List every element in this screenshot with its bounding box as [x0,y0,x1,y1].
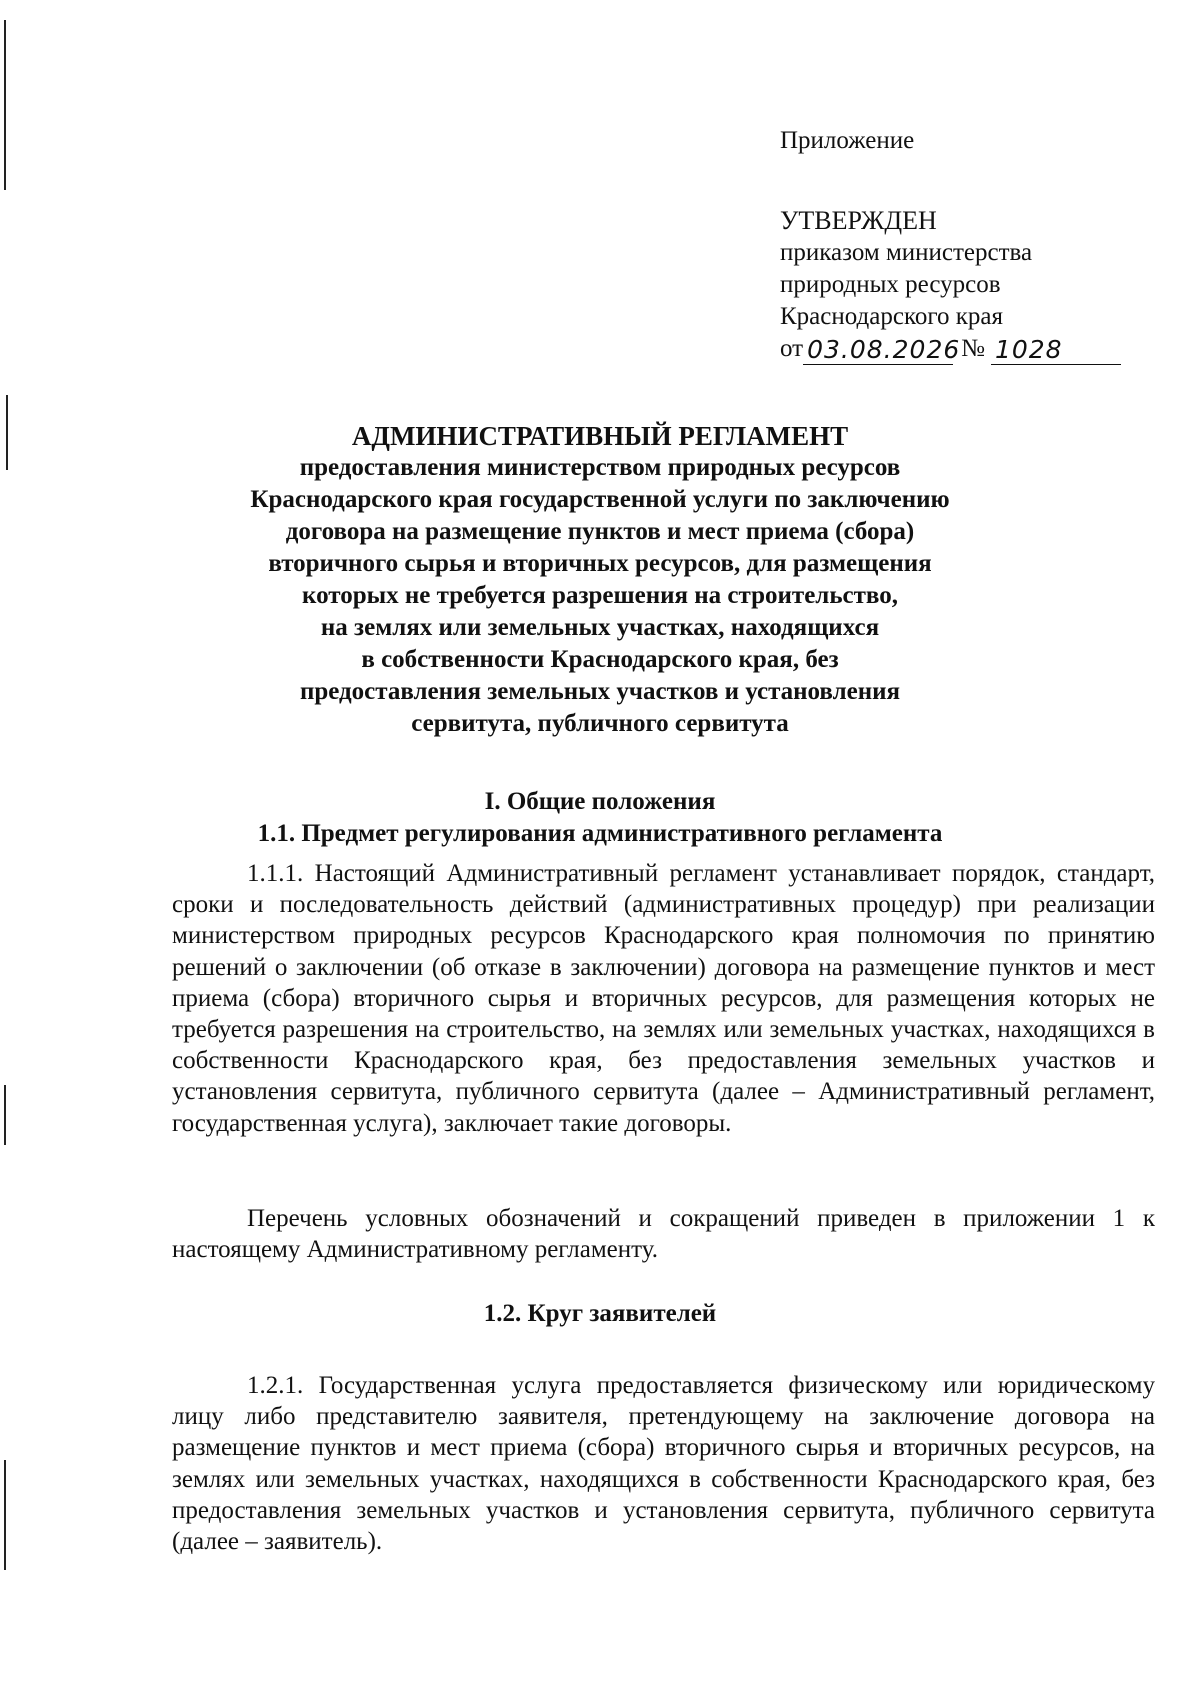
order-number-handwritten: 1028 [991,336,1121,365]
number-sign: № [961,335,985,362]
subtitle-line: предоставления министерством природных ресурсов [299,454,901,481]
subtitle-line: вторичного сырья и вторичных ресурсов, для размещения [268,550,932,577]
approval-line-2: природных ресурсов [780,271,1001,298]
paragraph-1-2-1: 1.2.1. Государственная услуга предоставляется физическому или юридическому лицу либо представителю заявителя, претендующему на заключение договора на размещение пунктов и мест приема (сбора) вторичного сырья и вторичных ресурсов, на землях или земельных участках, находящихся в собственности Краснодарского края, без предоставления земельных участков и установления сервитута, публичного сервитута (далее – заявитель). [172,1372,1155,1556]
order-date-line [780,333,1121,365]
subtitle-line: Краснодарского края государственной услуги по заключению [250,486,950,513]
subtitle-line: предоставления земельных участков и установления [299,678,901,705]
appendix-label: Приложение [780,127,915,154]
approval-line-3: Краснодарского края [780,303,1003,330]
section-heading: I. Общие положения [484,788,716,815]
subsection-heading: 1.1. Предмет регулирования административного регламента [257,820,943,847]
subtitle-line: которых не требуется разрешения на строительство, [302,582,898,609]
subtitle-line: сервитута, публичного сервитута [411,710,789,737]
subtitle-line: в собственности Краснодарского края, без [361,646,839,673]
paragraph-1-1-1: 1.1.1. Настоящий Административный регламент устанавливает порядок, стандарт, сроки и последовательность действий (административных процедур) при реализации министерством природных ресурсов Краснодарского края полномочия по принятию решений о заключении (об отказе в заключении) договора на размещение пунктов и мест приема (сбора) вторичного сырья и вторичных ресурсов, для размещения которых не требуется разрешения на строительство, на землях или земельных участках, находящихся в собственности Краснодарского края, без предоставления земельных участков и установления сервитута, публичного сервитута (далее – Административный регламент, государственная услуга), заключает такие договоры. [172,860,1155,1137]
subsection-heading: 1.2. Круг заявителей [483,1300,717,1327]
subtitle-line: договора на размещение пунктов и мест приема (сбора) [285,518,915,545]
scan-edge-mark [4,20,6,190]
approval-block [780,125,1121,365]
document-title: АДМИНИСТРАТИВНЫЙ РЕГЛАМЕНТ [351,421,849,451]
scan-edge-mark [6,395,8,470]
approved-label: УТВЕРЖДЕН [780,206,937,235]
scan-edge-mark [4,1460,6,1570]
scan-edge-mark [4,1085,6,1145]
paragraph-abbreviations: Перечень условных обозначений и сокращений приведен в приложении 1 к настоящему Административному регламенту. [172,1205,1155,1264]
approval-line-1: приказом министерства [780,239,1033,266]
subtitle-line: на землях или земельных участках, находящихся [320,614,880,641]
document-title-block [170,420,1030,740]
date-prefix: от [780,335,804,362]
order-date-handwritten: 03.08.2026 [803,336,953,365]
